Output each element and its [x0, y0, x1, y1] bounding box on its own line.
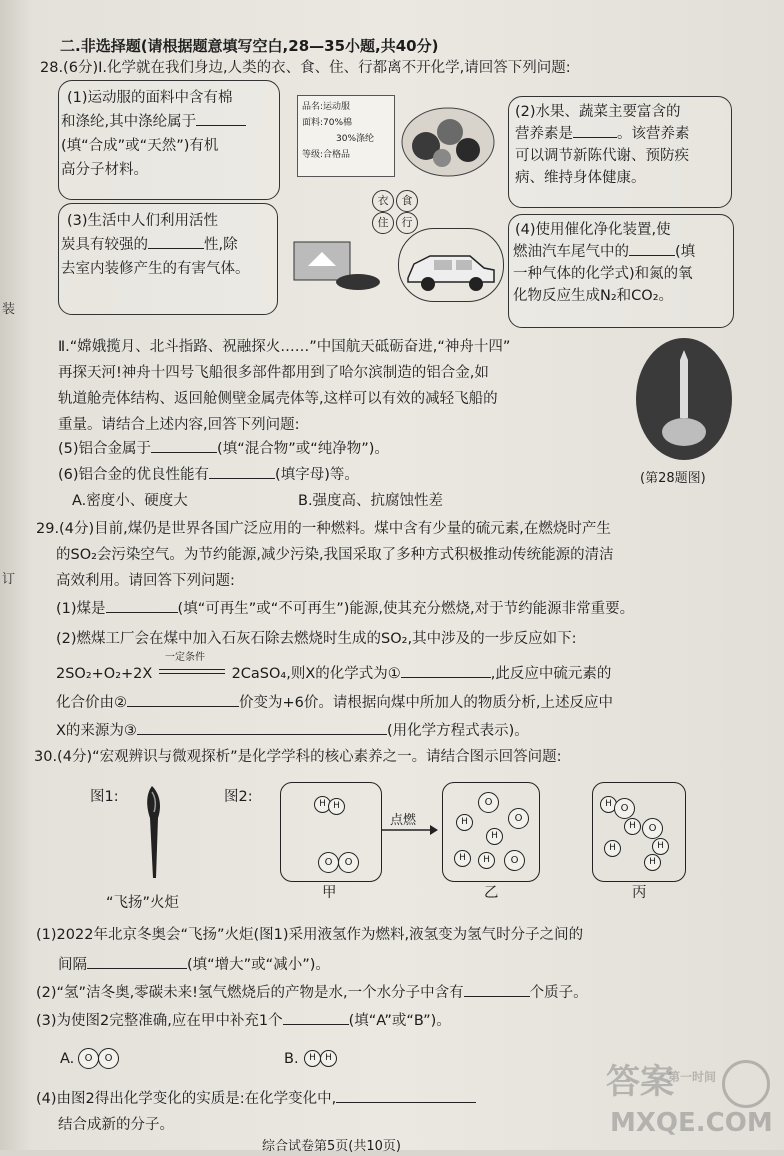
binding-mark-1: 装 — [2, 302, 16, 317]
box4-line2b: (填 — [675, 244, 696, 260]
q29-1-prefix: (1)煤是 — [56, 601, 106, 617]
clothing-food-housing-travel — [366, 188, 426, 236]
label-name: 品名:运动服 — [302, 102, 351, 112]
answer-blank-30-4[interactable] — [336, 1090, 476, 1103]
o-atom: O — [508, 808, 529, 829]
q30-2-suffix: 个质子。 — [529, 985, 588, 1001]
answer-blank-29-3[interactable] — [137, 722, 387, 735]
rocket-launch-image — [634, 336, 734, 462]
q29-line4-suffix: (用化学方程式表示)。 — [386, 723, 529, 739]
label-fabric2: 30%涤纶 — [336, 134, 375, 144]
h-atom: H — [320, 1050, 337, 1067]
clothing-label — [297, 95, 395, 177]
box3-line2b: 性,除 — [204, 237, 238, 253]
answer-blank-29-2b[interactable] — [127, 694, 239, 707]
q29-intro-line2: 的SO₂会污染空气。为节约能源,减少污染,我国采取了多种方式积极推动传统能源的清洁 — [56, 547, 614, 563]
h-atom: H — [478, 852, 495, 869]
equation-left: 2SO₂+O₂+2X — [56, 666, 153, 682]
q30-1-prefix: 间隔 — [58, 957, 87, 973]
q28-part2-line2: 再探天河!神舟十四号飞船很多部件都用到了哈尔滨制造的铝合金,如 — [58, 365, 489, 381]
q29-intro-line1: 29.(4分)目前,煤仍是世界各国广泛应用的一种燃料。煤中含有少量的硫元素,在燃烧时产生 — [36, 521, 611, 537]
o-atom: O — [614, 798, 635, 819]
binding-mark-2: 订 — [2, 572, 16, 587]
char-zhu: 住 — [372, 212, 394, 234]
watermark-small-text: 第一时间 — [668, 1070, 717, 1084]
label-grade: 等级:合格品 — [302, 150, 351, 160]
q28-box-4 — [508, 214, 734, 328]
q28-box-1 — [58, 80, 280, 200]
car-frame — [398, 228, 504, 302]
q28-box-3 — [58, 203, 278, 315]
h-atom: H — [600, 796, 617, 813]
equation-tail: ,此反应中硫元素的 — [490, 666, 612, 682]
h-atom: H — [652, 838, 669, 855]
char-xing: 行 — [396, 212, 418, 234]
equation-right: 2CaSO₄,则X的化学式为① — [231, 666, 401, 682]
box2-line4: 病、维持身体健康。 — [515, 170, 646, 186]
box4-line3: 一种气体的化学式)和氮的氧 — [513, 266, 693, 282]
equation-arrow — [157, 652, 227, 678]
box2-line2b: 。该营养素 — [617, 126, 690, 142]
figure1-label: 图1: — [90, 789, 119, 805]
q30-option-b: B. — [284, 1051, 299, 1067]
o-atom: O — [78, 1048, 99, 1069]
answer-blank-30-3[interactable] — [283, 1012, 349, 1025]
q6-option-a: A.密度小、硬度大 — [72, 493, 188, 509]
q29-line3-prefix: 化合价由② — [56, 695, 127, 711]
o-atom: O — [642, 818, 663, 839]
q30-1-stem: (1)2022年北京冬奥会“飞扬”火炬(图1)采用液氢作为燃料,液氢变为氢气时分子之间的 — [36, 927, 584, 943]
q29-2-stem: (2)燃煤工厂会在煤中加入石灰石除去燃烧时生成的SO₂,其中涉及的一步反应如下: — [56, 631, 577, 647]
equation-condition: 一定条件 — [164, 652, 205, 663]
h-atom: H — [314, 796, 331, 813]
box3-line1: (3)生活中人们利用活性 — [67, 213, 219, 229]
answer-blank-30-2[interactable] — [464, 984, 530, 997]
box3-line2a: 炭具有较强的 — [61, 237, 148, 253]
q29-1-suffix: (填“可再生”或“不可再生”)能源,使其充分燃烧,对于节约能源非常重要。 — [177, 601, 635, 617]
q6-prefix: (6)铝合金的优良性能有 — [58, 467, 210, 483]
char-shi: 食 — [396, 190, 418, 212]
q29-intro-line3: 高效利用。请回答下列问题: — [56, 573, 235, 589]
q28-part2-line1: Ⅱ.“嫦娥揽月、北斗指路、祝融探火……”中国航天砥砺奋进,“神舟十四” — [58, 339, 511, 355]
o-atom: O — [504, 850, 525, 871]
q5-prefix: (5)铝合金属于 — [58, 441, 152, 457]
h-atom: H — [486, 828, 503, 845]
house-interior-image — [288, 236, 388, 296]
box1-line1: (1)运动服的面料中含有棉 — [67, 90, 233, 106]
box4-line2a: 燃油汽车尾气中的 — [513, 244, 629, 260]
answer-blank-1[interactable] — [196, 113, 246, 126]
fruit-vegetable-image — [398, 102, 498, 182]
h-atom: H — [644, 854, 661, 871]
torch-image — [140, 782, 170, 882]
q28-part2-line3: 轨道舱壳体结构、返回舱侧壁金属壳体等,这样可以有效的减轻飞船的 — [58, 391, 498, 407]
q30-4-prefix: (4)由图2得出化学变化的实质是:在化学变化中, — [36, 1091, 337, 1107]
box2-line1: (2)水果、蔬菜主要富含的 — [515, 104, 681, 120]
watermark-logo-text: 答案 — [606, 1062, 674, 1102]
q6-suffix: (填字母)等。 — [275, 467, 359, 483]
h-atom: H — [304, 1050, 321, 1067]
label-yi: 乙 — [484, 885, 499, 901]
page-footer: 综合试卷第5页(共10页) — [262, 1139, 401, 1154]
answer-blank-4[interactable] — [629, 243, 675, 256]
q30-1-suffix: (填“增大”或“减小”)。 — [187, 957, 330, 973]
char-yi: 衣 — [372, 190, 394, 212]
q30-2-prefix: (2)“氢”洁冬奥,零碳未来!氢气燃烧后的产物是水,一个水分子中含有 — [36, 985, 464, 1001]
answer-blank-2[interactable] — [573, 125, 617, 138]
watermark-circle-icon — [722, 1060, 770, 1108]
h-atom: H — [454, 850, 471, 867]
answer-blank-29-1[interactable] — [106, 600, 178, 613]
box1-line2: 和涤纶,其中涤纶属于 — [61, 114, 197, 130]
answer-blank-5[interactable] — [151, 440, 217, 453]
o-atom: O — [318, 852, 339, 873]
box4-line1: (4)使用催化净化装置,使 — [515, 222, 671, 238]
q28-header: 28.(6分)Ⅰ.化学就在我们身边,人类的衣、食、住、行都离不开化学,请回答下列问题: — [40, 60, 571, 76]
torch-caption: “飞扬”火炬 — [106, 895, 180, 911]
q29-line4-prefix: X的来源为③ — [56, 723, 137, 739]
q28-box-2 — [508, 96, 732, 208]
q30-option-a: A. — [60, 1051, 75, 1067]
h-atom: H — [328, 798, 345, 815]
q29-line3-suffix: 价变为+6价。请根据向煤中所加人的物质分析,上述反应中 — [239, 695, 613, 711]
q5-suffix: (填“混合物”或“纯净物”)。 — [217, 441, 389, 457]
box3-line3: 去室内装修产生的有害气体。 — [61, 261, 250, 277]
answer-blank-6[interactable] — [209, 466, 275, 479]
box4-line4: 化物反应生成N₂和CO₂。 — [513, 288, 674, 304]
q30-3-prefix: (3)为使图2完整准确,应在甲中补充1个 — [36, 1013, 283, 1029]
h-atom: H — [624, 818, 641, 835]
h-atom: H — [604, 840, 621, 857]
answer-blank-3[interactable] — [148, 236, 204, 249]
q28-figure-caption: (第28题图) — [640, 471, 706, 486]
label-fabric: 面料:70%棉 — [302, 118, 353, 128]
q30-3-suffix: (填“A”或“B”)。 — [348, 1013, 451, 1029]
figure2-label: 图2: — [224, 789, 253, 805]
label-bing: 丙 — [632, 885, 647, 901]
q6-option-b: B.强度高、抗腐蚀性差 — [298, 493, 444, 509]
box2-line3: 可以调节新陈代谢、预防疾 — [515, 148, 689, 164]
h-atom: H — [456, 814, 473, 831]
answer-blank-30-1[interactable] — [87, 956, 187, 969]
box1-line4: 高分子材料。 — [61, 162, 148, 178]
box2-line2a: 营养素是 — [515, 126, 573, 142]
q30-header: 30.(4分)“宏观辨识与微观探析”是化学学科的核心素养之一。请结合图示回答问题: — [34, 749, 562, 765]
section-title: 二.非选择题(请根据题意填写空白,28—35小题,共40分) — [60, 37, 439, 55]
o-atom: O — [338, 852, 359, 873]
ignite-label: 点燃 — [390, 813, 417, 828]
box1-line3: (填“合成”或“天然”)有机 — [61, 138, 219, 154]
o-atom: O — [478, 792, 499, 813]
watermark-site: MXQE.COM — [610, 1108, 773, 1138]
q30-4-suffix: 结合成新的分子。 — [58, 1117, 174, 1133]
o-atom: O — [98, 1048, 119, 1069]
answer-blank-29-2a[interactable] — [401, 665, 491, 678]
label-jia: 甲 — [322, 885, 337, 901]
q28-part2-line4: 重量。请结合上述内容,回答下列问题: — [58, 417, 300, 433]
